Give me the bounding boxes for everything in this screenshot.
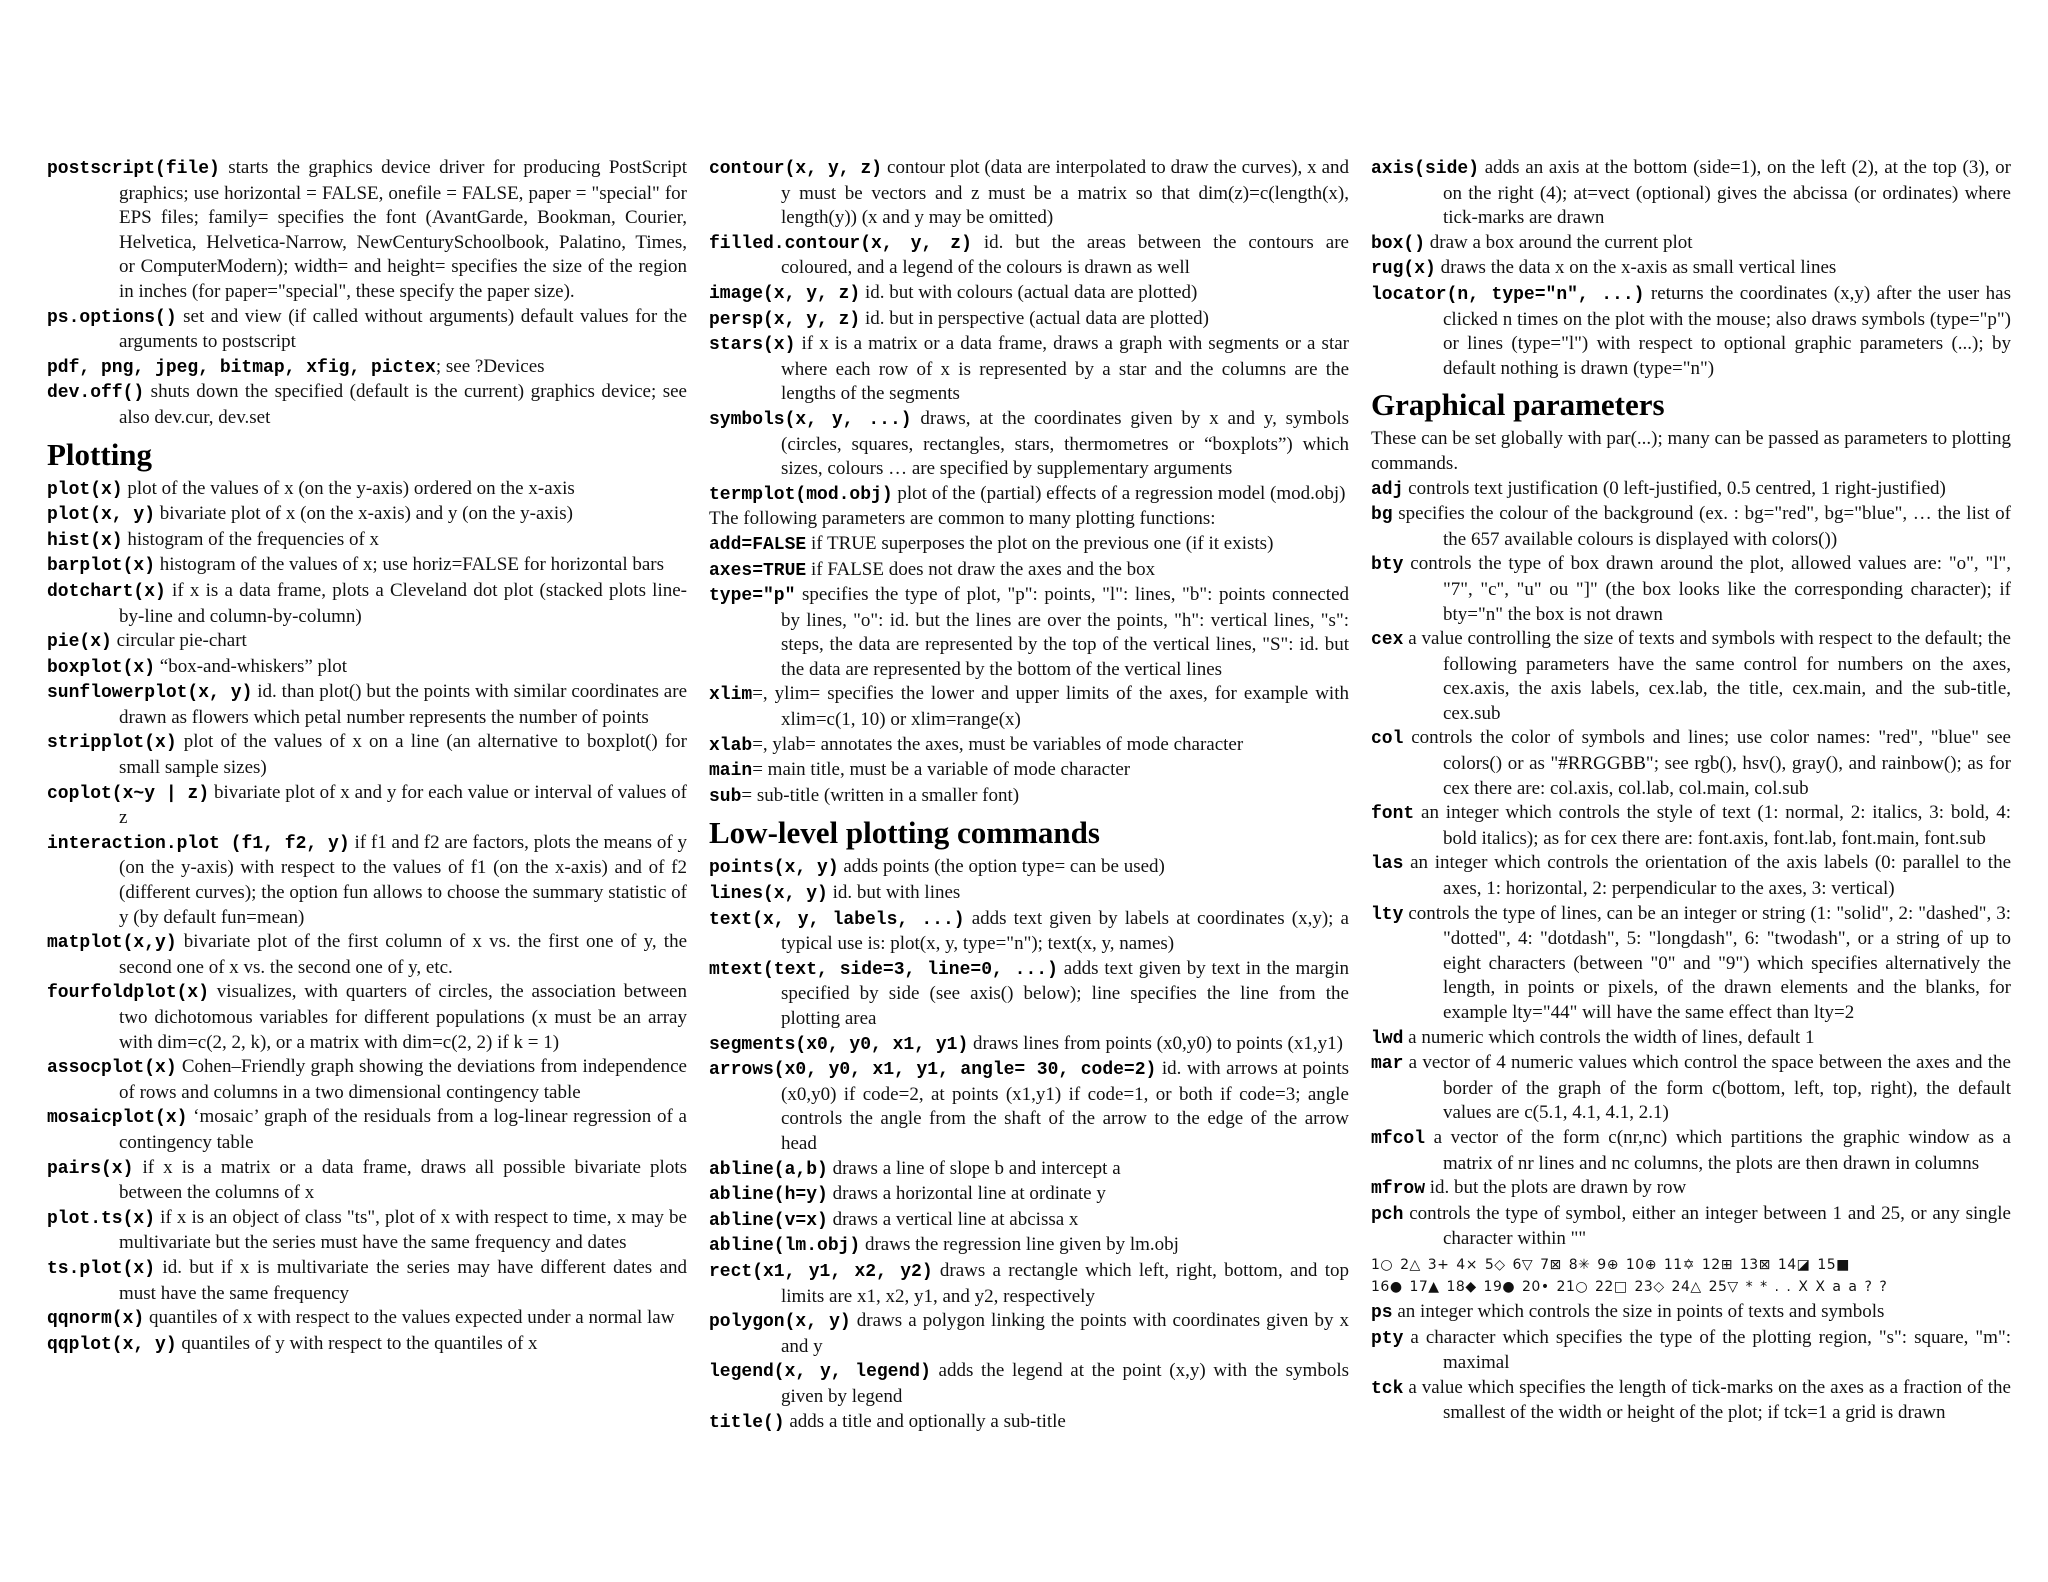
entry-pty: pty a character which specifies the type of the plotting region, "s": square, "m": maximal xyxy=(1371,1326,2011,1374)
entry-pie: pie(x) circular pie-chart xyxy=(47,630,247,653)
entry-type: type="p" specifies the type of plot, "p": points, "l": lines, "b": points connected by lines, "o": id. but the lines are over the points, "h": vertical lines, "s": steps, the data are represented by the top of the vertical lines, "S": id. but the data are represented by the bottom of the vertical lines xyxy=(709,584,1349,680)
entry-mar: mar a vector of 4 numeric values which control the space between the axes and the border of the graph of the form c(bottom, left, top, right), the default values are c(5.1, 4.1, 4.1, 2.1) xyxy=(1371,1052,2011,1124)
entry-keyword: assocplot(x) xyxy=(47,1058,177,1079)
entry-keyword: ps xyxy=(1371,1302,1393,1323)
graphical-parameters-intro: These can be set globally with par(...); many can be passed as parameters to plotting commands. xyxy=(1371,428,2011,474)
entry-mfcol: mfcol a vector of the form c(nr,nc) which partitions the graphic window as a matrix of nr lines and nc columns, the plots are then drawn in columns xyxy=(1371,1126,2011,1174)
entry-keyword: mfrow xyxy=(1371,1179,1426,1200)
plotting-list xyxy=(47,477,687,1358)
entry-keyword: ts.plot(x) xyxy=(47,1258,156,1279)
pch-symbols-row-2: 16● 17▲ 18◆ 19● 20• 21○ 22□ 23◇ 24△ 25▽ * * . . X X a a ? ? xyxy=(1371,1278,1888,1295)
entry-sub: sub= sub-title (written in a smaller font) xyxy=(709,784,1020,807)
entry-ts-plot: ts.plot(x) id. but if x is multivariate the series may have different dates and must have the same frequency xyxy=(47,1256,687,1304)
entry-keyword: pdf, png, jpeg, bitmap, xfig, pictex xyxy=(47,357,436,378)
entry-keyword: mar xyxy=(1371,1054,1404,1075)
entry-keyword: plot.ts(x) xyxy=(47,1208,156,1229)
entry-keyword: filled.contour(x, y, z) xyxy=(709,233,972,254)
entry-axes: axes=TRUE if FALSE does not draw the axes and the box xyxy=(709,558,1156,581)
entry-symbols: symbols(x, y, ...) draws, at the coordinates given by x and y, symbols (circles, squares, rectangles, stars, thermometres or “boxplots”) which sizes, colours … are specified by supplementary arguments xyxy=(709,407,1349,480)
entry-keyword: abline(lm.obj) xyxy=(709,1236,861,1257)
entry-postscript: postscript(file) starts the graphics device driver for producing PostScript graphics; use horizontal = FALSE, onefile = FALSE, paper = "special" for EPS files; family= specifies the font (AvantGarde, Bookman, Courier, Helvetica, Helvetica-Narrow, NewCenturySchoolbook, Palatino, Times, or ComputerModern); width= and height= specifies the size of the region in inches (for paper="special", these specify the paper size). xyxy=(47,157,687,302)
entry-keyword: segments(x0, y0, x1, y1) xyxy=(709,1034,969,1055)
entry-las: las an integer which controls the orientation of the axis labels (0: parallel to the axes, 1: horizontal, 2: perpendicular to the axes, 3: vertical) xyxy=(1371,852,2011,900)
entry-plot-x: plot(x) plot of the values of x (on the y-axis) ordered on the x-axis xyxy=(47,477,575,500)
entry-matplot: matplot(x,y) bivariate plot of the first column of x vs. the first one of y, the second one of x vs. the second one of y, etc. xyxy=(47,931,687,978)
entry-coplot: coplot(x~y | z) bivariate plot of x and y for each value or interval of values of z xyxy=(47,781,687,829)
entry-keyword: abline(h=y) xyxy=(709,1185,828,1206)
entry-stripplot: stripplot(x) plot of the values of x on a line (an alternative to boxplot() for small sample sizes) xyxy=(47,731,687,779)
entry-lty: lty controls the type of lines, can be an integer or string (1: "solid", 2: "dashed", 3: "dotted", 4: "dotdash", 5: "longdash", 6: "twodash", or a string of up to eight characters (between "0" and "9") which specifies alternatively the length, in points or pixels, of the drawn elements and the blanks, for example lty="44" will have the same effect than lty=2 xyxy=(1371,902,2011,1023)
entry-plot-ts: plot.ts(x) if x is an object of class "ts", plot of x with respect to time, x may be multivariate but the series must have the same frequency and dates xyxy=(47,1206,687,1254)
entry-keyword: mosaicplot(x) xyxy=(47,1108,188,1129)
entry-keyword: qqnorm(x) xyxy=(47,1309,145,1330)
entry-keyword: image(x, y, z) xyxy=(709,283,861,304)
entry-boxplot: boxplot(x) “box-and-whiskers” plot xyxy=(47,655,348,678)
entry-keyword: box() xyxy=(1371,233,1426,254)
entry-col: col controls the color of symbols and lines; use color names: "red", "blue" see colors() or as "#RRGGBB"; see rgb(), hsv(), gray(), and rainbow(); as for cex there are: col.axis, col.lab, col.main, col.sub xyxy=(1371,727,2011,799)
entry-keyword: boxplot(x) xyxy=(47,657,156,678)
entry-keyword: pty xyxy=(1371,1328,1404,1349)
entry-pch: pch controls the type of symbol, either an integer between 1 and 25, or any single character within "" xyxy=(1371,1202,2011,1250)
entry-termplot: termplot(mod.obj) plot of the (partial) effects of a regression model (mod.obj) xyxy=(709,482,1346,505)
entry-keyword: dev.off() xyxy=(47,383,145,404)
entry-keyword: rect(x1, y1, x2, y2) xyxy=(709,1261,933,1282)
entry-keyword: adj xyxy=(1371,479,1404,500)
entry-keyword: axis(side) xyxy=(1371,159,1480,179)
entry-mfrow: mfrow id. but the plots are drawn by row xyxy=(1371,1177,1687,1200)
entry-keyword: pch xyxy=(1371,1204,1404,1225)
entry-rect: rect(x1, y1, x2, y2) draws a rectangle which left, right, bottom, and top limits are x1, x2, y1, and y2, respectively xyxy=(709,1259,1349,1307)
entry-keyword: hist(x) xyxy=(47,530,123,551)
entry-mosaicplot: mosaicplot(x) ‘mosaic’ graph of the residuals from a log-linear regression of a contingency table xyxy=(47,1106,687,1153)
entry-keyword: barplot(x) xyxy=(47,556,156,577)
entry-points: points(x, y) adds points (the option type= can be used) xyxy=(709,856,1165,879)
entry-xlab: xlab=, ylab= annotates the axes, must be variables of mode character xyxy=(709,733,1244,756)
entry-keyword: legend(x, y, legend) xyxy=(709,1362,931,1383)
entry-dotchart: dotchart(x) if x is a data frame, plots a Cleveland dot plot (stacked plots line-by-line and column-by-column) xyxy=(47,579,687,627)
entry-keyword: tck xyxy=(1371,1378,1404,1399)
section-title-plotting: Plotting xyxy=(47,436,153,472)
entry-keyword: qqplot(x, y) xyxy=(47,1334,177,1355)
entry-devices: pdf, png, jpeg, bitmap, xfig, pictex; see ?Devices xyxy=(47,355,545,378)
entry-keyword: points(x, y) xyxy=(709,858,839,879)
entry-keyword: type="p" xyxy=(709,586,796,607)
entry-qqnorm: qqnorm(x) quantiles of x with respect to the values expected under a normal law xyxy=(47,1307,675,1330)
entry-abline-ab: abline(a,b) draws a line of slope b and intercept a xyxy=(709,1157,1121,1180)
entry-keyword: stars(x) xyxy=(709,335,796,356)
entry-cex: cex a value controlling the size of texts and symbols with respect to the default; the following parameters have the same control for numbers on the axes, cex.axis, the axis labels, cex.lab, the title, cex.main, and the sub-title, cex.sub xyxy=(1371,628,2011,724)
entry-keyword: postscript(file) xyxy=(47,159,220,179)
entry-locator: locator(n, type="n", ...) returns the coordinates (x,y) after the user has clicked n times on the plot with the mouse; also draws symbols (type="p") or lines (type="l") with respect to optional graphic parameters (...); by default nothing is drawn (type="n") xyxy=(1371,282,2012,379)
column-right xyxy=(1371,156,2011,1426)
entry-keyword: ps.options() xyxy=(47,307,177,328)
entry-keyword: symbols(x, y, ...) xyxy=(709,409,912,430)
entry-main: main= main title, must be a variable of mode character xyxy=(709,759,1131,782)
entry-keyword: xlim xyxy=(709,685,753,706)
entry-qqplot: qqplot(x, y) quantiles of y with respect to the quantiles of x xyxy=(47,1332,538,1355)
low-level-list xyxy=(709,855,1349,1435)
column-left xyxy=(47,156,687,1357)
graphical-parameters-list-continued xyxy=(1371,1300,2011,1426)
entry-keyword: dotchart(x) xyxy=(47,581,166,602)
entry-keyword: arrows(x0, y0, x1, y1, angle= 30, code=2) xyxy=(709,1060,1157,1081)
entry-keyword: plot(x, y) xyxy=(47,505,156,526)
entry-hist: hist(x) histogram of the frequencies of x xyxy=(47,528,380,551)
entry-keyword: sub xyxy=(709,786,742,807)
entry-keyword: lines(x, y) xyxy=(709,884,828,905)
entry-keyword: lwd xyxy=(1371,1028,1404,1049)
entry-keyword: xlab xyxy=(709,735,753,756)
entry-keyword: title() xyxy=(709,1412,785,1433)
entry-image: image(x, y, z) id. but with colours (actual data are plotted) xyxy=(709,281,1198,304)
entry-filled-contour: filled.contour(x, y, z) id. but the areas between the contours are coloured, and a legend of the colours is drawn as well xyxy=(709,231,1349,279)
graphical-parameters-list xyxy=(1371,477,2011,1252)
entry-keyword: las xyxy=(1371,854,1404,875)
entry-barplot: barplot(x) histogram of the values of x; use horiz=FALSE for horizontal bars xyxy=(47,554,665,577)
entry-keyword: bty xyxy=(1371,555,1404,576)
entry-keyword: termplot(mod.obj) xyxy=(709,484,893,505)
entry-keyword: stripplot(x) xyxy=(47,733,177,754)
entry-plot-xy: plot(x, y) bivariate plot of x (on the x-axis) and y (on the y-axis) xyxy=(47,503,573,526)
entry-text: text(x, y, labels, ...) adds text given by labels at coordinates (x,y); a typical use is: plot(x, y, type="n"); text(x, y, names) xyxy=(709,907,1349,955)
entry-axis: axis(side) adds an axis at the bottom (side=1), on the left (2), at the top (3), or on the right (4); at=vect (optional) gives the abcissa (or ordinates) where tick-marks are drawn xyxy=(1371,157,2011,229)
entry-keyword: axes=TRUE xyxy=(709,560,807,581)
entry-keyword: plot(x) xyxy=(47,479,123,500)
entry-bty: bty controls the type of box drawn around the plot, allowed values are: "o", "l", "7", "c", "u" ou "]" (the box looks like the corresponding character); if bty="n" the box is not drawn xyxy=(1371,553,2011,625)
entry-lines: lines(x, y) id. but with lines xyxy=(709,882,961,905)
entry-keyword: bg xyxy=(1371,505,1393,526)
entry-dev-off: dev.off() shuts down the specified (default is the current) graphics device; see also dev.cur, dev.set xyxy=(47,381,687,428)
entry-interaction-plot: interaction.plot (f1, f2, y) if f1 and f2 are factors, plots the means of y (on the y-axis) with respect to the values of f1 (on the x-axis) and of f2 (different curves); the option fun allows to choose the summary statistic of y (by default fun=mean) xyxy=(47,831,687,928)
entry-keyword: main xyxy=(709,761,753,782)
entry-polygon: polygon(x, y) draws a polygon linking the points with coordinates given by x and y xyxy=(709,1310,1349,1357)
entry-keyword: abline(v=x) xyxy=(709,1210,828,1231)
entry-sunflowerplot: sunflowerplot(x, y) id. than plot() but the points with similar coordinates are drawn as flowers which petal number represents the number of points xyxy=(47,681,687,728)
entry-abline-v: abline(v=x) draws a vertical line at abcissa x xyxy=(709,1208,1079,1231)
entry-title: title() adds a title and optionally a sub-title xyxy=(709,1410,1066,1433)
entry-abline-h: abline(h=y) draws a horizontal line at ordinate y xyxy=(709,1183,1106,1206)
entry-stars: stars(x) if x is a matrix or a data frame, draws a graph with segments or a star where each row of x is represented by a star and the columns are the lengths of the segments xyxy=(709,333,1349,405)
axis-functions xyxy=(1371,156,2011,381)
entry-keyword: mfcol xyxy=(1371,1128,1426,1149)
entry-mtext: mtext(text, side=3, line=0, ...) adds text given by text in the margin specified by side (see axis() below); line specifies the line from the plotting area xyxy=(709,957,1349,1029)
entry-tck: tck a value which specifies the length of tick-marks on the axes as a fraction of the smallest of the width or height of the plot; if tck=1 a grid is drawn xyxy=(1371,1376,2011,1424)
entry-keyword: contour(x, y, z) xyxy=(709,159,883,179)
entry-abline-lm: abline(lm.obj) draws the regression line given by lm.obj xyxy=(709,1234,1179,1257)
common-parameters-intro: The following parameters are common to many plotting functions: xyxy=(709,508,1216,530)
entry-persp: persp(x, y, z) id. but in perspective (actual data are plotted) xyxy=(709,307,1209,330)
entry-lwd: lwd a numeric which controls the width of lines, default 1 xyxy=(1371,1026,1815,1049)
entry-rug: rug(x) draws the data x on the x-axis as small vertical lines xyxy=(1371,257,1837,280)
entry-arrows: arrows(x0, y0, x1, y1, angle= 30, code=2) id. with arrows at points (x0,y0) if code=2, at points (x1,y1) if code=1, or both if code=3; angle controls the angle from the shaft of the arrow to the edge of the arrow head xyxy=(709,1058,1349,1154)
entry-keyword: font xyxy=(1371,804,1415,825)
entry-keyword: interaction.plot (f1, f2, y) xyxy=(47,833,350,854)
entry-keyword: locator(n, type="n", ...) xyxy=(1371,284,1645,305)
entry-fourfoldplot: fourfoldplot(x) visualizes, with quarters of circles, the association between two dichotomous variables for different populations (x must be an array with dim=c(2, 2, k), or a matrix with dim=c(2, 2) if k = 1) xyxy=(47,981,687,1053)
common-parameters-list xyxy=(709,532,1349,810)
entry-ps-options: ps.options() set and view (if called without arguments) default values for the arguments to postscript xyxy=(47,305,687,353)
entry-ps: ps an integer which controls the size in points of texts and symbols xyxy=(1371,1300,1885,1323)
device-functions xyxy=(47,156,687,431)
entry-keyword: mtext(text, side=3, line=0, ...) xyxy=(709,959,1058,980)
entry-keyword: polygon(x, y) xyxy=(709,1312,851,1333)
entry-keyword: sunflowerplot(x, y) xyxy=(47,683,253,704)
entry-contour: contour(x, y, z) contour plot (data are interpolated to draw the curves), x and y must be vectors and z must be a matrix so that dim(z)=c(length(x), length(y)) (x and y may be omitted) xyxy=(709,157,1350,229)
entry-keyword: col xyxy=(1371,729,1404,750)
entry-add: add=FALSE if TRUE superposes the plot on the previous one (if it exists) xyxy=(709,532,1274,555)
entry-keyword: matplot(x,y) xyxy=(47,933,177,954)
entry-adj: adj controls text justification (0 left-justified, 0.5 centred, 1 right-justified) xyxy=(1371,477,1946,500)
entry-xlim: xlim=, ylim= specifies the lower and upper limits of the axes, for example with xlim=c(1, 10) or xlim=range(x) xyxy=(709,683,1349,731)
entry-keyword: rug(x) xyxy=(1371,259,1436,280)
entry-keyword: coplot(x~y | z) xyxy=(47,783,210,804)
high-level-plots xyxy=(709,156,1349,507)
entry-keyword: abline(a,b) xyxy=(709,1159,828,1180)
entry-assocplot: assocplot(x) Cohen–Friendly graph showing the deviations from independence of rows and columns in a two dimensional contingency table xyxy=(47,1056,687,1103)
entry-keyword: cex xyxy=(1371,630,1404,651)
entry-legend: legend(x, y, legend) adds the legend at the point (x,y) with the symbols given by legend xyxy=(709,1360,1350,1407)
section-title-graphical-parameters: Graphical parameters xyxy=(1371,387,1665,423)
entry-keyword: fourfoldplot(x) xyxy=(47,983,210,1004)
entry-keyword: pairs(x) xyxy=(47,1158,134,1179)
entry-font: font an integer which controls the style of text (1: normal, 2: italics, 3: bold, 4: bold italics); as for cex there are: font.axis, font.lab, font.main, font.sub xyxy=(1371,802,2011,849)
entry-segments: segments(x0, y0, x1, y1) draws lines from points (x0,y0) to points (x1,y1) xyxy=(709,1032,1343,1055)
section-title-low-level: Low-level plotting commands xyxy=(709,815,1100,851)
pch-symbol-table xyxy=(1371,1254,2011,1298)
entry-keyword: text(x, y, labels, ...) xyxy=(709,909,965,930)
column-middle xyxy=(709,156,1349,1435)
entry-keyword: lty xyxy=(1371,904,1404,925)
entry-pairs: pairs(x) if x is a matrix or a data frame, draws all possible bivariate plots between the columns of x xyxy=(47,1156,687,1204)
entry-keyword: add=FALSE xyxy=(709,534,807,555)
entry-box: box() draw a box around the current plot xyxy=(1371,231,1693,254)
entry-bg: bg specifies the colour of the background (ex. : bg="red", bg="blue", … the list of the 657 available colours is displayed with colors()) xyxy=(1371,503,2011,550)
entry-keyword: pie(x) xyxy=(47,632,112,653)
entry-keyword: persp(x, y, z) xyxy=(709,309,861,330)
pch-symbols-row-1: 1○ 2△ 3+ 4× 5◇ 6▽ 7⊠ 8✳ 9⊕ 10⊕ 11✡ 12⊞ 13⊠ 14◪ 15■ xyxy=(1371,1256,1850,1273)
